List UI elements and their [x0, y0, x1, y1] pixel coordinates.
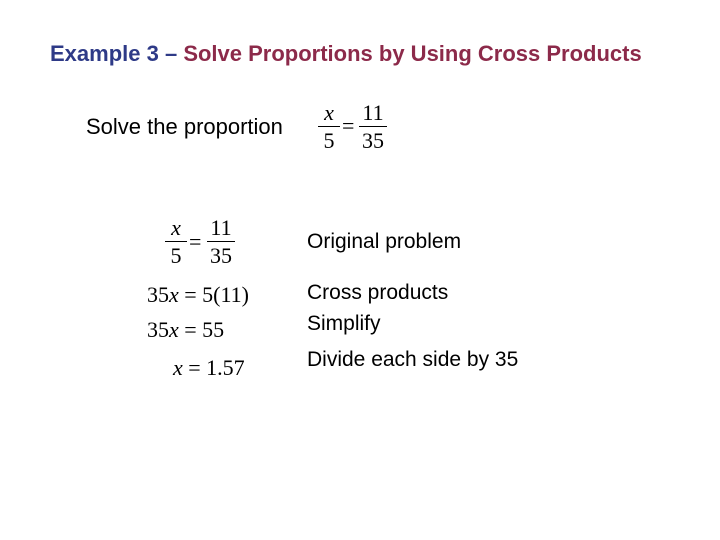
step1-left-fraction: [165, 217, 187, 267]
variable: x: [173, 355, 183, 380]
step-2-note: Cross products: [307, 281, 449, 304]
prompt-text: Solve the proportion: [86, 114, 283, 139]
equals-sign: =: [342, 113, 355, 138]
equals-sign: =: [189, 229, 202, 254]
right-side: = 5(11): [178, 282, 250, 307]
step-3-note: Simplify: [307, 312, 381, 335]
prompt-right-fraction: [359, 102, 387, 152]
fraction-denominator: 5: [170, 243, 182, 268]
fraction-numerator: 11: [210, 215, 232, 240]
fraction-bar: [165, 241, 187, 242]
fraction-bar: [207, 241, 235, 242]
step-2-equation: [147, 282, 249, 308]
variable: x: [169, 282, 179, 307]
fraction-denominator: 5: [323, 128, 335, 153]
prompt-left-fraction: [318, 102, 340, 152]
coefficient: 35: [147, 317, 169, 342]
step-1-note: Original problem: [307, 230, 462, 253]
fraction-denominator: 35: [210, 243, 232, 268]
variable: x: [169, 317, 179, 342]
title-prefix: Example 3 –: [50, 41, 178, 66]
fraction-numerator: x: [171, 215, 181, 240]
fraction-numerator: 11: [362, 100, 384, 125]
fraction-bar: [359, 126, 387, 127]
title-text: Solve Proportions by Using Cross Products: [183, 41, 642, 66]
step-4-note: Divide each side by 35: [307, 348, 519, 371]
step-4-equation: [173, 355, 245, 381]
fraction-numerator: x: [324, 100, 334, 125]
coefficient: 35: [147, 282, 169, 307]
right-side: = 1.57: [182, 355, 245, 380]
right-side: = 55: [178, 317, 225, 342]
fraction-bar: [318, 126, 340, 127]
step-3-equation: [147, 317, 224, 343]
step1-right-fraction: [207, 217, 235, 267]
fraction-denominator: 35: [362, 128, 384, 153]
slide-title: [50, 41, 642, 67]
